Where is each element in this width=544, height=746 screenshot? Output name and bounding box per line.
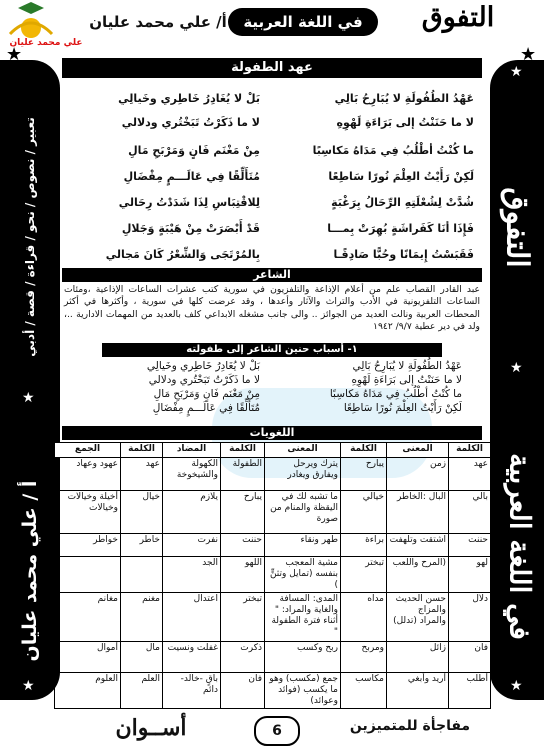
vocab-cell: مال (121, 642, 163, 673)
vocab-cell: عهد (121, 458, 163, 491)
vocab-cell: ذكرت (221, 642, 265, 673)
vocab-cell: خيالي (341, 491, 387, 534)
star-icon: ★ (6, 44, 23, 65)
section1-line-right: لا ما حَنَنْتُ إلى بَرَاءَةِ لَهْوِهِ (351, 374, 462, 386)
vocab-cell: زائل (387, 642, 449, 673)
header-brand-title: التفوق (421, 2, 495, 33)
vocab-row (55, 458, 491, 491)
star-icon: ★ (510, 64, 523, 80)
section1-line-right: لَكِنْ رَأَيْتُ العِلْمَ نُورًا سَاطِعًا (343, 402, 462, 414)
vocab-row (55, 642, 491, 673)
poem-line-right: لَكِنْ رَأَيْتُ العِلْمَ نُورًا سَاطِعًا (328, 170, 474, 183)
vocab-cell: يترك ويرحل ويفارق ويغادر (265, 458, 341, 491)
vocab-cell: اشتقت وتلهفت (387, 534, 449, 557)
vocab-cell: طهر ونقاء (265, 534, 341, 557)
vocab-cell: مكاسب (341, 673, 387, 709)
poem-line-left: لِلاقْتِبَاسِ لِذَا شَدَدْتُ رِحَالي (118, 196, 260, 209)
vocab-cell: خواطر (55, 534, 121, 557)
poem-line-right: عَهْدُ الطُفُولَةِ لا يُبَارِحُ بَالِي (334, 92, 474, 105)
left-banner-topics: تعبير / نصوص / نحو / قراءة / قصة / أدبي (23, 117, 37, 357)
footer-city: أســوان (115, 715, 187, 741)
vocab-cell: البال :الخاطر (387, 491, 449, 534)
vocab-cell: (المرح واللعب (387, 557, 449, 593)
section1-heading: ١- أسباب حنين الشاعر إلى طفولته (102, 343, 442, 357)
poem-line-right: لا ما حَنَنْتُ إلى بَرَاءَةِ لَهْوِهِ (336, 116, 474, 129)
page-number: 6 (254, 716, 300, 746)
vocab-header-cell: الكلمة (449, 443, 491, 458)
vocab-cell: غفلت ونسيت (163, 642, 221, 673)
vocab-cell: يلازم (163, 491, 221, 534)
right-side-banner (490, 60, 544, 700)
poet-heading: الشاعر (62, 268, 482, 282)
vocab-cell: خيال (121, 491, 163, 534)
vocab-cell: دلال (449, 593, 491, 642)
vocab-cell: المدى: المسافة والغاية والمراد: " أثناء فترة الطفولة " (265, 593, 341, 642)
vocab-cell: زمن (387, 458, 449, 491)
vocab-cell: حسن الحديث والمزاج والمراد (تدلل) (387, 593, 449, 642)
poem-line-right: فَقَبَسْتُ إِيمَانًا وحُبًّا صَادِقًـا (333, 248, 474, 261)
vocab-cell: مغنم (121, 593, 163, 642)
star-icon: ★ (22, 678, 35, 694)
vocab-cell: بالي (449, 491, 491, 534)
vocab-cell: تبختر (341, 557, 387, 593)
star-icon: ★ (22, 390, 35, 406)
vocab-cell: ما تشبه لك في اليقظة والمنام من صورة (265, 491, 341, 534)
poem-line-right: ما كُنْتُ أطْلُبُ فِي مَدَاهُ مَكاسِبًا (312, 144, 474, 157)
vocab-cell: الطفولة (221, 458, 265, 491)
vocab-row (55, 557, 491, 593)
vocab-cell: حننت (449, 534, 491, 557)
sun-logo-icon (6, 2, 56, 40)
vocab-row (55, 491, 491, 534)
poem-line-right: شُدَّتْ لِشُعْلَتِهِ الرِّحَالُ بِرَغْبَةٍ (331, 196, 474, 209)
vocab-cell: عهود وعهاد (55, 458, 121, 491)
section1-line-right: ما كُنْتُ أطْلُبُ فِي مَدَاهُ مَكاسِبًا (329, 388, 462, 400)
section1-line-left: لا ما ذَكَرْتُ تَبَخْتُري ودلالي (148, 374, 260, 386)
vocab-cell (121, 557, 163, 593)
section1-line-left: بَلْ لا يُغَادِرُ خَاطِري وخَيالِي (146, 360, 260, 372)
lesson-title: عهد الطفولة (62, 58, 482, 78)
poem-line-left: لا ما ذَكَرْتُ تَبَخْتُري ودلالي (121, 116, 260, 129)
vocab-cell: لهو (449, 557, 491, 593)
section1-line-left: مِنْ مَغْنَم فَانٍ وَمَرْبَحِ مَالِ (153, 388, 260, 400)
vocab-cell: حننت (221, 534, 265, 557)
header-teacher-name: أ/ علي محمد عليان (89, 13, 227, 31)
poem-line-left: مُتَأَلِّقًا فِي عَالَـــمٍ مِفْضَالِ (123, 170, 260, 183)
right-banner-subject: في اللغة العربية (503, 453, 537, 640)
vocab-row (55, 593, 491, 642)
poem-line-left: بَلْ لا يُغَادِرُ خَاطِري وخَيالِي (118, 92, 260, 105)
vocab-cell: يبارح (221, 491, 265, 534)
vocab-cell: أموال (55, 642, 121, 673)
vocab-header-cell: المعنى (265, 443, 341, 458)
star-icon: ★ (520, 44, 537, 65)
vocab-cell: فان (221, 673, 265, 709)
vocab-cell: الجد (163, 557, 221, 593)
vocab-cell: فان (449, 642, 491, 673)
section1-line-left: مُتَأَلِّقًا فِي عَالَـــمٍ مِفْضَالِ (152, 402, 260, 414)
vocab-cell: تبختر (221, 593, 265, 642)
vocab-header-cell: الجمع (55, 443, 121, 458)
star-icon: ★ (510, 360, 523, 376)
vocab-heading: اللغويات (62, 426, 482, 440)
vocab-cell: أخيلة وخيالات وخيالات (55, 491, 121, 534)
left-side-banner (0, 60, 60, 700)
vocab-header-cell: الكلمة (341, 443, 387, 458)
lesson-content (62, 58, 488, 706)
vocab-header-cell: الكلمة (121, 443, 163, 458)
poem-line-right: فَإِذَا أنَا كَفَراشَةٍ بُهِرَتْ بِمـــا (327, 222, 474, 235)
vocab-header-cell: المضاد (163, 443, 221, 458)
vocab-cell: اعتدال (163, 593, 221, 642)
vocab-cell: أريد وأبغي (387, 673, 449, 709)
left-banner-teacher: أ / علي محمد عليان (19, 480, 41, 662)
poem-line-left: بِالمُرْتَجَى وَالشِّعْرُ كَانَ مَجالي (105, 248, 260, 261)
right-banner-brand: التفوق (499, 187, 535, 268)
star-icon: ★ (510, 678, 523, 694)
vocab-header-row (55, 443, 491, 458)
poem-line-left: قَدْ أَبْصَرَتْ مِنْ هَيْبَةٍ وَجَلالِ (121, 222, 260, 235)
vocab-cell: ربح وكسب (265, 642, 341, 673)
vocab-cell: مداه (341, 593, 387, 642)
vocab-cell: جمع (مكسب) وهو ما يكسب (فوائد وعوائد) (265, 673, 341, 709)
section1-line-right: عَهْدُ الطُفُولَةِ لا يُبَارِحُ بَالِي (352, 360, 462, 372)
header-subject-pill: في اللغة العربية (228, 8, 378, 36)
footer-series: مفاجأة للمتميزين (349, 718, 471, 734)
vocab-cell: يبارح (341, 458, 387, 491)
vocab-header-cell: الكلمة (221, 443, 265, 458)
vocab-cell: خاطر (121, 534, 163, 557)
vocab-cell: اللهو (221, 557, 265, 593)
vocab-cell: العلم (121, 673, 163, 709)
vocab-cell: أطلب (449, 673, 491, 709)
vocab-cell: براءة (341, 534, 387, 557)
vocab-cell: مشية المعجب بنفسه (تمايل وتثنٍّ ) (265, 557, 341, 593)
vocab-table (54, 442, 491, 709)
vocab-cell: نفرت (163, 534, 221, 557)
vocab-row (55, 673, 491, 709)
logo-caption: علي محمد عليان (9, 38, 83, 48)
vocab-cell: العلوم (55, 673, 121, 709)
poet-bio: عبد القادر القصاب علم من أعلام الإذاعة والتلفزيون في سورية كتب عشرات الساعات الإذاعية ،ومئات الساعات التلفزيونية في الأدب والتراث والآثار وأعدها ، وقد عرضت كلها في سورية ، وأكثرها في أكثر المحطات العربية ونالت العديد من الجوائز .. والى جانب مشغله الابداعي كلف بالعديد من المهمات الادارية ..، ولد في دير عطية ٩/٧/ ١٩٤٢ (64, 284, 480, 333)
vocab-header-cell: المعنى (387, 443, 449, 458)
vocab-cell (55, 557, 121, 593)
vocab-cell: عهد (449, 458, 491, 491)
vocab-row (55, 534, 491, 557)
vocab-cell: الكهولة والشيخوخة (163, 458, 221, 491)
poem-line-left: مِنْ مَغْنَم فَانٍ وَمَرْبَحِ مَالِ (128, 144, 260, 157)
vocab-cell: باقٍ -خالد- دائم (163, 673, 221, 709)
vocab-cell: مغانم (55, 593, 121, 642)
vocab-cell: ومربح (341, 642, 387, 673)
